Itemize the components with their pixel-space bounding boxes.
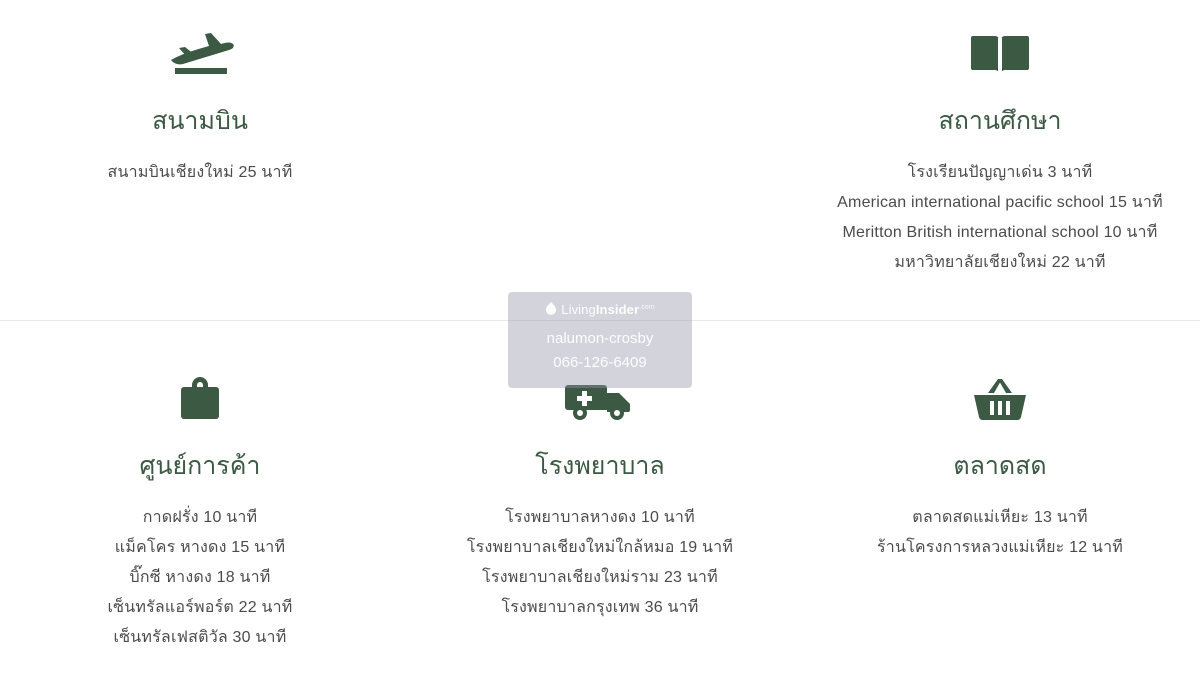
- open-book-icon: [820, 18, 1180, 88]
- list-item: สนามบินเชียงใหม่ 25 นาที: [107, 164, 293, 181]
- amenity-title: โรงพยาบาล: [535, 452, 665, 480]
- amenity-list: [820, 158, 1180, 278]
- list-item: บิ๊กซี หางดง 18 นาที: [129, 569, 271, 586]
- amenities-row-top: [0, 0, 1200, 320]
- list-item: มหาวิทยาลัยเชียงใหม่ 22 นาที: [894, 254, 1106, 271]
- list-item: โรงพยาบาลเชียงใหม่ราม 23 นาที: [482, 569, 718, 586]
- list-item: ตลาดสดแม่เหียะ 13 นาที: [912, 509, 1088, 526]
- amenity-list: [820, 503, 1180, 563]
- amenity-card-hospital: [400, 363, 800, 682]
- list-item: American international pacific school 15 นาที: [837, 194, 1163, 211]
- watermark-brand-second: Insider: [595, 302, 640, 317]
- list-item: โรงเรียนปัญญาเด่น 3 นาที: [907, 164, 1093, 181]
- livinginsider-logo-icon: [545, 302, 557, 317]
- list-item: กาดฝรั่ง 10 นาที: [142, 509, 258, 526]
- amenity-list: [20, 503, 380, 653]
- watermark-phone: 066-126-6409: [553, 354, 647, 371]
- airplane-takeoff-icon: [20, 18, 380, 88]
- shopping-basket-icon: [820, 363, 1180, 433]
- watermark-username: nalumon-crosby: [546, 330, 654, 347]
- watermark-brand-first: Living: [561, 302, 596, 317]
- amenity-title: ตลาดสด: [953, 452, 1047, 480]
- watermark-brand-suffix: .com: [639, 303, 655, 311]
- list-item: เซ็นทรัลแอร์พอร์ต 22 นาที: [107, 599, 293, 616]
- shopping-bag-icon: [20, 363, 380, 433]
- watermark-overlay: [508, 292, 692, 388]
- list-item: โรงพยาบาลเชียงใหม่ใกล้หมอ 19 นาที: [466, 539, 734, 556]
- list-item: ร้านโครงการหลวงแม่เหียะ 12 นาที: [876, 539, 1124, 556]
- amenity-card-airport: [0, 18, 400, 320]
- amenity-title: สนามบิน: [152, 107, 248, 135]
- list-item: เซ็นทรัลเฟสติวัล 30 นาที: [113, 629, 287, 646]
- list-item: Meritton British international school 10 นาที: [842, 224, 1158, 241]
- amenity-card-education: [800, 18, 1200, 320]
- amenity-card-market: [800, 363, 1200, 682]
- list-item: โรงพยาบาลกรุงเทพ 36 นาที: [501, 599, 699, 616]
- amenity-list: [420, 503, 780, 623]
- list-item: แม็คโคร หางดง 15 นาที: [114, 539, 286, 556]
- amenity-card-shopping-center: [0, 363, 400, 682]
- list-item: โรงพยาบาลหางดง 10 นาที: [505, 509, 695, 526]
- amenity-title: ศูนย์การค้า: [139, 452, 261, 480]
- amenity-card-spacer: [400, 18, 800, 320]
- amenity-list: [20, 158, 380, 188]
- amenity-title: สถานศึกษา: [938, 107, 1062, 135]
- watermark-brand: [545, 302, 654, 317]
- watermark-brand-text: [561, 303, 654, 316]
